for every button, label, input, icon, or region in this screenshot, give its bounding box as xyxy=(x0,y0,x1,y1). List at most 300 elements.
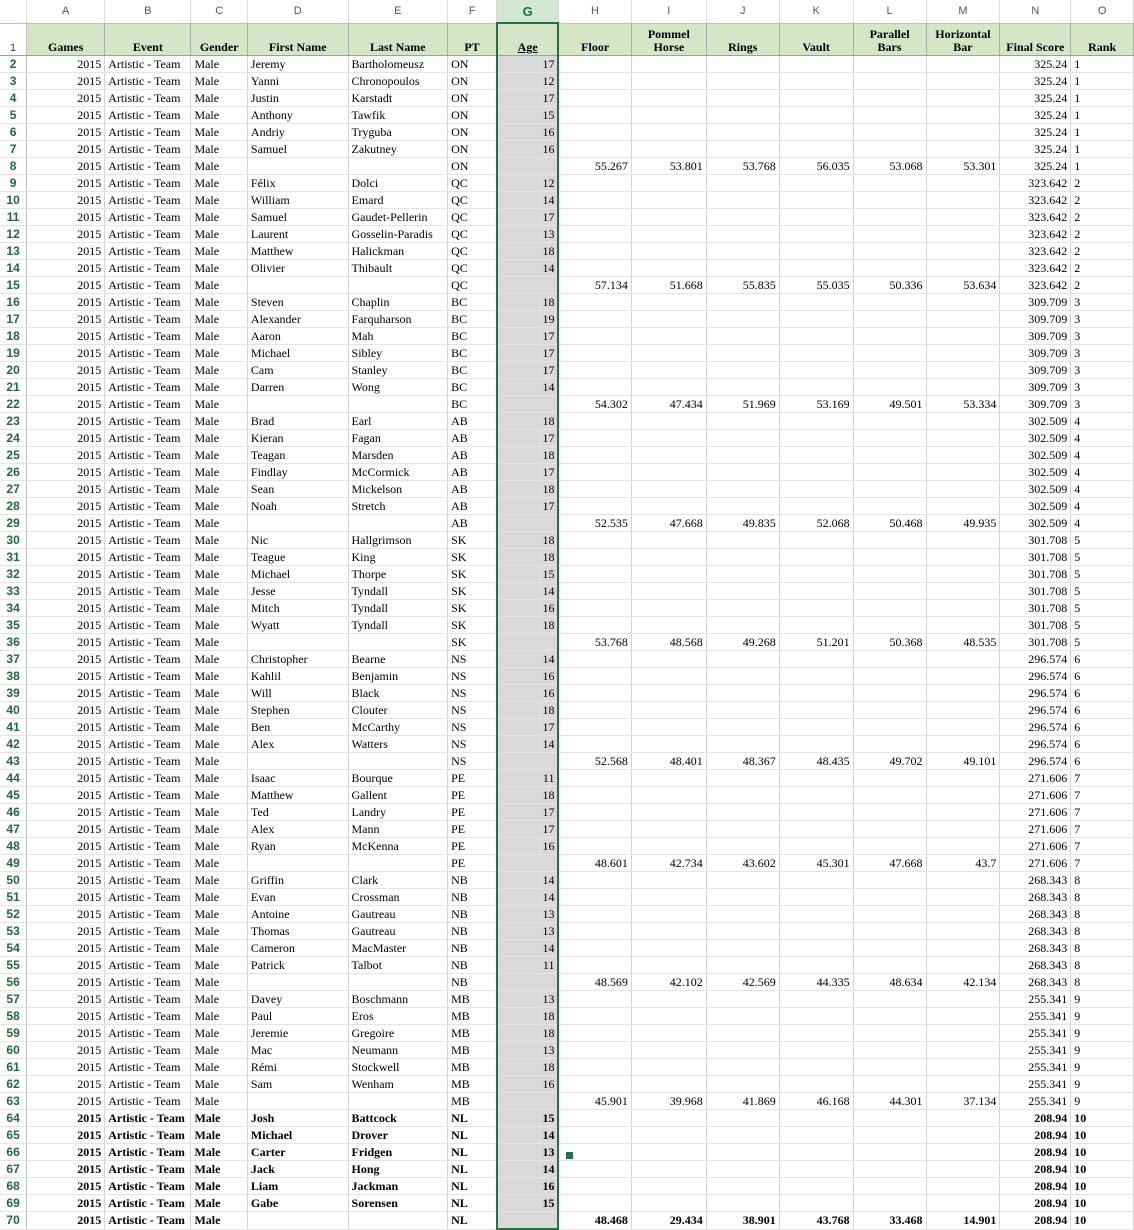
cell[interactable] xyxy=(926,379,1000,396)
cell[interactable]: Male xyxy=(191,192,247,209)
cell[interactable] xyxy=(706,107,779,124)
cell[interactable] xyxy=(631,617,706,634)
cell[interactable]: Ted xyxy=(247,804,348,821)
row-number[interactable]: 20 xyxy=(0,362,27,379)
cell[interactable]: 10 xyxy=(1071,1195,1134,1212)
cell[interactable]: 17 xyxy=(497,345,559,362)
cell[interactable] xyxy=(926,430,1000,447)
cell[interactable]: Darren xyxy=(247,379,348,396)
cell[interactable] xyxy=(706,464,779,481)
cell[interactable]: 2015 xyxy=(27,192,105,209)
cell[interactable] xyxy=(558,192,631,209)
cell[interactable]: 255.341 xyxy=(1000,1093,1071,1110)
cell[interactable]: 2015 xyxy=(27,855,105,872)
cell[interactable]: Matthew xyxy=(247,787,348,804)
cell[interactable]: NL xyxy=(448,1212,497,1230)
cell[interactable] xyxy=(631,447,706,464)
cell[interactable] xyxy=(926,889,1000,906)
cell[interactable]: 3 xyxy=(1071,379,1134,396)
cell[interactable]: Gabe xyxy=(247,1195,348,1212)
header-cell[interactable]: First Name xyxy=(247,23,348,56)
cell[interactable]: 271.606 xyxy=(1000,821,1071,838)
row-number[interactable]: 33 xyxy=(0,583,27,600)
cell[interactable] xyxy=(853,872,926,889)
cell[interactable]: Jeremie xyxy=(247,1025,348,1042)
cell[interactable] xyxy=(558,549,631,566)
cell[interactable]: 42.569 xyxy=(706,974,779,991)
cell[interactable]: Artistic - Team xyxy=(105,685,191,702)
cell[interactable]: Male xyxy=(191,73,247,90)
cell[interactable] xyxy=(631,770,706,787)
cell[interactable]: Thomas xyxy=(247,923,348,940)
cell[interactable] xyxy=(631,940,706,957)
cell[interactable]: 2015 xyxy=(27,175,105,192)
column-header-h[interactable]: H xyxy=(558,0,631,23)
cell[interactable]: 10 xyxy=(1071,1144,1134,1161)
cell[interactable]: Marsden xyxy=(348,447,448,464)
cell[interactable] xyxy=(926,736,1000,753)
row-number[interactable]: 34 xyxy=(0,600,27,617)
row-number[interactable]: 43 xyxy=(0,753,27,770)
cell[interactable]: Wenham xyxy=(348,1076,448,1093)
cell[interactable] xyxy=(558,923,631,940)
cell[interactable] xyxy=(779,1161,853,1178)
cell[interactable]: Artistic - Team xyxy=(105,770,191,787)
cell[interactable] xyxy=(853,668,926,685)
column-header-n[interactable]: N xyxy=(1000,0,1071,23)
cell[interactable]: Artistic - Team xyxy=(105,226,191,243)
cell[interactable]: 18 xyxy=(497,702,559,719)
cell[interactable] xyxy=(706,1161,779,1178)
cell[interactable]: SK xyxy=(448,566,497,583)
cell[interactable]: 49.935 xyxy=(926,515,1000,532)
cell[interactable]: 2015 xyxy=(27,702,105,719)
cell[interactable]: Male xyxy=(191,124,247,141)
cell[interactable]: Hong xyxy=(348,1161,448,1178)
cell[interactable]: Artistic - Team xyxy=(105,260,191,277)
cell[interactable]: Male xyxy=(191,719,247,736)
cell[interactable] xyxy=(926,549,1000,566)
cell[interactable] xyxy=(631,294,706,311)
cell[interactable] xyxy=(779,770,853,787)
cell[interactable] xyxy=(779,838,853,855)
cell[interactable] xyxy=(631,1127,706,1144)
cell[interactable]: 17 xyxy=(497,430,559,447)
cell[interactable]: Artistic - Team xyxy=(105,787,191,804)
cell[interactable]: 37.134 xyxy=(926,1093,1000,1110)
cell[interactable] xyxy=(779,1144,853,1161)
cell[interactable]: 17 xyxy=(497,209,559,226)
cell[interactable]: 3 xyxy=(1071,396,1134,413)
cell[interactable]: Artistic - Team xyxy=(105,1093,191,1110)
row-number[interactable]: 22 xyxy=(0,396,27,413)
cell[interactable] xyxy=(926,940,1000,957)
row-number[interactable]: 40 xyxy=(0,702,27,719)
cell[interactable]: Nic xyxy=(247,532,348,549)
cell[interactable]: 323.642 xyxy=(1000,175,1071,192)
cell[interactable]: 325.24 xyxy=(1000,124,1071,141)
cell[interactable] xyxy=(779,651,853,668)
cell[interactable]: 9 xyxy=(1071,1025,1134,1042)
cell[interactable] xyxy=(631,702,706,719)
cell[interactable]: 255.341 xyxy=(1000,1025,1071,1042)
cell[interactable]: Sean xyxy=(247,481,348,498)
cell[interactable]: Clouter xyxy=(348,702,448,719)
cell[interactable]: Male xyxy=(191,56,247,73)
cell[interactable] xyxy=(631,1059,706,1076)
cell[interactable] xyxy=(631,566,706,583)
cell[interactable]: 208.94 xyxy=(1000,1127,1071,1144)
cell[interactable]: 49.268 xyxy=(706,634,779,651)
row-number[interactable]: 30 xyxy=(0,532,27,549)
cell[interactable]: Male xyxy=(191,447,247,464)
cell[interactable]: Clark xyxy=(348,872,448,889)
cell[interactable]: 1 xyxy=(1071,141,1134,158)
cell[interactable]: Evan xyxy=(247,889,348,906)
cell[interactable]: 1 xyxy=(1071,56,1134,73)
cell[interactable] xyxy=(853,719,926,736)
cell[interactable]: 53.068 xyxy=(853,158,926,175)
cell[interactable] xyxy=(853,1178,926,1195)
column-header-m[interactable]: M xyxy=(926,0,1000,23)
cell[interactable]: Stanley xyxy=(348,362,448,379)
cell[interactable] xyxy=(926,56,1000,73)
cell[interactable]: Sam xyxy=(247,1076,348,1093)
cell[interactable] xyxy=(631,464,706,481)
cell[interactable]: 18 xyxy=(497,1059,559,1076)
cell[interactable]: Artistic - Team xyxy=(105,1127,191,1144)
cell[interactable]: Male xyxy=(191,940,247,957)
cell[interactable] xyxy=(558,430,631,447)
cell[interactable] xyxy=(853,124,926,141)
column-header-k[interactable]: K xyxy=(779,0,853,23)
cell[interactable] xyxy=(631,209,706,226)
cell[interactable]: 42.102 xyxy=(631,974,706,991)
cell[interactable]: Male xyxy=(191,753,247,770)
cell[interactable] xyxy=(631,90,706,107)
cell[interactable] xyxy=(926,1127,1000,1144)
cell[interactable]: 2015 xyxy=(27,141,105,158)
cell[interactable]: 325.24 xyxy=(1000,56,1071,73)
cell[interactable]: 255.341 xyxy=(1000,1042,1071,1059)
cell[interactable]: 9 xyxy=(1071,1059,1134,1076)
row-number[interactable]: 18 xyxy=(0,328,27,345)
cell[interactable]: 5 xyxy=(1071,600,1134,617)
cell[interactable]: Neumann xyxy=(348,1042,448,1059)
cell[interactable] xyxy=(853,702,926,719)
header-cell[interactable]: Floor xyxy=(558,23,631,56)
cell[interactable] xyxy=(779,73,853,90)
cell[interactable] xyxy=(706,838,779,855)
cell[interactable] xyxy=(779,1059,853,1076)
cell[interactable]: Tyndall xyxy=(348,600,448,617)
cell[interactable]: 16 xyxy=(497,600,559,617)
cell[interactable] xyxy=(631,1144,706,1161)
cell[interactable] xyxy=(631,821,706,838)
cell[interactable]: Male xyxy=(191,872,247,889)
cell[interactable] xyxy=(926,1025,1000,1042)
cell[interactable]: Male xyxy=(191,90,247,107)
cell[interactable]: 2015 xyxy=(27,753,105,770)
cell[interactable]: Artistic - Team xyxy=(105,940,191,957)
cell[interactable]: Male xyxy=(191,889,247,906)
cell[interactable] xyxy=(926,328,1000,345)
cell[interactable]: 2015 xyxy=(27,1178,105,1195)
cell[interactable] xyxy=(631,1076,706,1093)
cell[interactable] xyxy=(558,413,631,430)
fill-handle[interactable] xyxy=(565,1151,574,1160)
cell[interactable]: Male xyxy=(191,311,247,328)
cell[interactable]: Artistic - Team xyxy=(105,1076,191,1093)
cell[interactable]: 1 xyxy=(1071,73,1134,90)
row-number[interactable]: 14 xyxy=(0,260,27,277)
cell[interactable]: 4 xyxy=(1071,498,1134,515)
cell[interactable]: ON xyxy=(448,90,497,107)
cell[interactable] xyxy=(853,532,926,549)
cell[interactable] xyxy=(926,702,1000,719)
cell[interactable]: 47.668 xyxy=(631,515,706,532)
cell[interactable]: Artistic - Team xyxy=(105,651,191,668)
cell[interactable]: 6 xyxy=(1071,651,1134,668)
cell[interactable]: Male xyxy=(191,345,247,362)
cell[interactable] xyxy=(853,940,926,957)
cell[interactable] xyxy=(558,328,631,345)
cell[interactable]: Artistic - Team xyxy=(105,141,191,158)
cell[interactable]: Tawfik xyxy=(348,107,448,124)
cell[interactable]: Male xyxy=(191,1076,247,1093)
cell[interactable]: Artistic - Team xyxy=(105,634,191,651)
cell[interactable]: 2015 xyxy=(27,1161,105,1178)
cell[interactable]: 55.267 xyxy=(558,158,631,175)
cell[interactable] xyxy=(853,141,926,158)
cell[interactable]: 55.035 xyxy=(779,277,853,294)
cell[interactable]: MB xyxy=(448,1025,497,1042)
cell[interactable] xyxy=(926,1076,1000,1093)
cell[interactable]: Chronopoulos xyxy=(348,73,448,90)
cell[interactable]: 301.708 xyxy=(1000,566,1071,583)
cell[interactable]: QC xyxy=(448,277,497,294)
row-number[interactable]: 44 xyxy=(0,770,27,787)
row-number[interactable]: 59 xyxy=(0,1025,27,1042)
cell[interactable] xyxy=(853,1042,926,1059)
cell[interactable] xyxy=(558,804,631,821)
cell[interactable]: NL xyxy=(448,1144,497,1161)
cell[interactable] xyxy=(853,73,926,90)
cell[interactable]: Zakutney xyxy=(348,141,448,158)
cell[interactable] xyxy=(853,736,926,753)
cell[interactable]: Artistic - Team xyxy=(105,753,191,770)
cell[interactable] xyxy=(853,1076,926,1093)
cell[interactable] xyxy=(706,226,779,243)
cell[interactable] xyxy=(779,243,853,260)
cell[interactable] xyxy=(926,651,1000,668)
cell[interactable] xyxy=(926,1178,1000,1195)
cell[interactable] xyxy=(558,1076,631,1093)
cell[interactable] xyxy=(348,515,448,532)
cell[interactable] xyxy=(926,1008,1000,1025)
cell[interactable]: AB xyxy=(448,515,497,532)
cell[interactable]: NB xyxy=(448,974,497,991)
cell[interactable]: 18 xyxy=(497,787,559,804)
cell[interactable] xyxy=(706,1178,779,1195)
cell[interactable]: 2015 xyxy=(27,600,105,617)
cell[interactable]: Boschmann xyxy=(348,991,448,1008)
row-number[interactable]: 17 xyxy=(0,311,27,328)
cell[interactable]: NS xyxy=(448,685,497,702)
cell[interactable]: 10 xyxy=(1071,1110,1134,1127)
cell[interactable] xyxy=(779,1110,853,1127)
cell[interactable] xyxy=(926,464,1000,481)
cell[interactable]: 2015 xyxy=(27,243,105,260)
cell[interactable]: Artistic - Team xyxy=(105,430,191,447)
cell[interactable]: 302.509 xyxy=(1000,498,1071,515)
cell[interactable] xyxy=(706,906,779,923)
cell[interactable] xyxy=(779,226,853,243)
row-number[interactable]: 54 xyxy=(0,940,27,957)
cell[interactable] xyxy=(558,379,631,396)
cell[interactable]: 2015 xyxy=(27,107,105,124)
cell[interactable] xyxy=(706,549,779,566)
cell[interactable] xyxy=(779,1127,853,1144)
cell[interactable]: AB xyxy=(448,447,497,464)
cell[interactable] xyxy=(497,515,559,532)
cell[interactable] xyxy=(631,549,706,566)
cell[interactable] xyxy=(779,498,853,515)
cell[interactable]: McCarthy xyxy=(348,719,448,736)
cell[interactable]: 5 xyxy=(1071,617,1134,634)
cell[interactable]: 309.709 xyxy=(1000,396,1071,413)
cell[interactable] xyxy=(853,549,926,566)
cell[interactable] xyxy=(497,277,559,294)
cell[interactable]: 255.341 xyxy=(1000,1059,1071,1076)
row-number[interactable]: 42 xyxy=(0,736,27,753)
cell[interactable] xyxy=(853,1008,926,1025)
cell[interactable]: 53.768 xyxy=(706,158,779,175)
cell[interactable]: Andriy xyxy=(247,124,348,141)
cell[interactable] xyxy=(247,396,348,413)
cell[interactable]: 301.708 xyxy=(1000,532,1071,549)
row-number[interactable]: 2 xyxy=(0,56,27,73)
cell[interactable]: 48.568 xyxy=(631,634,706,651)
cell[interactable] xyxy=(853,1161,926,1178)
cell[interactable] xyxy=(631,906,706,923)
cell[interactable] xyxy=(631,1178,706,1195)
cell[interactable] xyxy=(706,583,779,600)
cell[interactable] xyxy=(348,277,448,294)
cell[interactable]: 2015 xyxy=(27,804,105,821)
cell[interactable]: Male xyxy=(191,1161,247,1178)
header-cell[interactable]: Parallel Bars xyxy=(853,23,926,56)
cell[interactable]: 6 xyxy=(1071,736,1134,753)
row-number[interactable]: 36 xyxy=(0,634,27,651)
cell[interactable]: 7 xyxy=(1071,804,1134,821)
row-number[interactable]: 13 xyxy=(0,243,27,260)
cell[interactable]: Artistic - Team xyxy=(105,294,191,311)
cell[interactable] xyxy=(853,804,926,821)
cell[interactable] xyxy=(558,209,631,226)
cell[interactable]: Male xyxy=(191,702,247,719)
cell[interactable]: 11 xyxy=(497,770,559,787)
cell[interactable]: Stretch xyxy=(348,498,448,515)
cell[interactable] xyxy=(631,685,706,702)
cell[interactable] xyxy=(926,770,1000,787)
cell[interactable] xyxy=(558,141,631,158)
row-number[interactable]: 56 xyxy=(0,974,27,991)
cell[interactable]: Teagan xyxy=(247,447,348,464)
cell[interactable]: 14.901 xyxy=(926,1212,1000,1230)
row-number[interactable]: 1 xyxy=(0,23,27,56)
cell[interactable] xyxy=(247,158,348,175)
cell[interactable]: 2015 xyxy=(27,736,105,753)
cell[interactable]: MB xyxy=(448,991,497,1008)
cell[interactable]: BC xyxy=(448,294,497,311)
cell[interactable]: Artistic - Team xyxy=(105,736,191,753)
cell[interactable]: Artistic - Team xyxy=(105,277,191,294)
cell[interactable] xyxy=(926,226,1000,243)
cell[interactable]: 51.969 xyxy=(706,396,779,413)
row-number[interactable]: 46 xyxy=(0,804,27,821)
row-number[interactable]: 38 xyxy=(0,668,27,685)
cell[interactable]: 15 xyxy=(497,566,559,583)
cell[interactable]: ON xyxy=(448,158,497,175)
cell[interactable]: 4 xyxy=(1071,447,1134,464)
row-number[interactable]: 69 xyxy=(0,1195,27,1212)
cell[interactable] xyxy=(558,124,631,141)
cell[interactable] xyxy=(558,362,631,379)
cell[interactable] xyxy=(779,719,853,736)
cell[interactable] xyxy=(926,141,1000,158)
cell[interactable] xyxy=(706,736,779,753)
cell[interactable] xyxy=(926,90,1000,107)
cell[interactable]: 2015 xyxy=(27,294,105,311)
cell[interactable] xyxy=(779,804,853,821)
cell[interactable]: AB xyxy=(448,413,497,430)
cell[interactable]: 1 xyxy=(1071,90,1134,107)
cell[interactable]: 3 xyxy=(1071,294,1134,311)
cell[interactable]: 17 xyxy=(497,362,559,379)
cell[interactable] xyxy=(779,1178,853,1195)
cell[interactable] xyxy=(779,90,853,107)
cell[interactable] xyxy=(779,1076,853,1093)
cell[interactable] xyxy=(779,566,853,583)
cell[interactable] xyxy=(706,124,779,141)
cell[interactable]: 296.574 xyxy=(1000,668,1071,685)
cell[interactable]: 325.24 xyxy=(1000,107,1071,124)
cell[interactable]: 45.301 xyxy=(779,855,853,872)
cell[interactable] xyxy=(853,481,926,498)
cell[interactable] xyxy=(631,838,706,855)
cell[interactable]: Artistic - Team xyxy=(105,702,191,719)
cell[interactable] xyxy=(348,974,448,991)
row-number[interactable]: 53 xyxy=(0,923,27,940)
cell[interactable] xyxy=(558,838,631,855)
cell[interactable]: 2015 xyxy=(27,345,105,362)
cell[interactable]: 9 xyxy=(1071,1093,1134,1110)
cell[interactable] xyxy=(558,583,631,600)
cell[interactable]: Battcock xyxy=(348,1110,448,1127)
cell[interactable] xyxy=(247,634,348,651)
cell[interactable]: 53.334 xyxy=(926,396,1000,413)
cell[interactable] xyxy=(558,226,631,243)
cell[interactable]: 302.509 xyxy=(1000,413,1071,430)
cell[interactable]: 309.709 xyxy=(1000,345,1071,362)
cell[interactable]: 2015 xyxy=(27,430,105,447)
cell[interactable]: Male xyxy=(191,209,247,226)
cell[interactable] xyxy=(853,1195,926,1212)
cell[interactable] xyxy=(926,804,1000,821)
cell[interactable]: Male xyxy=(191,583,247,600)
cell[interactable]: 7 xyxy=(1071,855,1134,872)
